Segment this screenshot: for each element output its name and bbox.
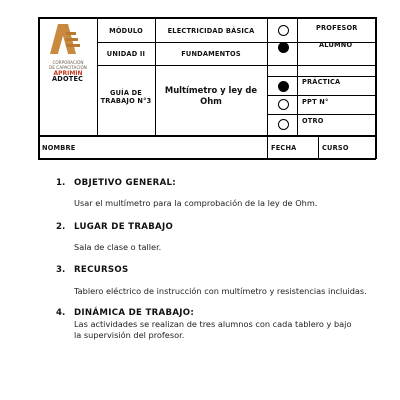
unidad-value: FUNDAMENTOS [181,50,241,58]
modulo-label: MÓDULO [109,27,143,35]
divider-v-3 [267,17,268,159]
section-4-title: DINÁMICA DE TRABAJO: [74,308,195,318]
corporation-logo-icon [46,22,90,56]
logo [46,22,90,77]
divider-v-bottom [318,135,319,159]
guia-label-line2: TRABAJO N°3 [100,97,152,105]
divider-h-right-5 [267,114,376,115]
unidad-label: UNIDAD II [106,50,146,58]
guia-label-line1: GUÍA DE [110,89,142,97]
section-4-body-line2: la supervisión del profesor. [74,330,185,340]
nombre-field[interactable] [100,137,265,157]
section-3-body: Tablero eléctrico de instrucción con multímetro y resistencias incluidas. [74,286,367,296]
divider-h-right-2 [267,65,376,66]
table-border-left [38,17,40,159]
role-profesor-radio[interactable] [278,25,289,36]
section-1-body: Usar el multímetro para la comprobación de la ley de Ohm. [74,198,318,208]
type-ppt-label: PPT N° [302,98,329,106]
logo-line2: DE CAPACITACIÓN [49,65,87,70]
section-4-body-line1: Las actividades se realizan de tres alumnos con cada tablero y bajo [74,319,352,329]
fecha-label: FECHA [271,144,297,152]
org-name: ADOTEC [52,75,84,83]
section-2-number: 2. [56,222,66,232]
type-practica-label: PRÁCTICA [302,78,341,86]
role-profesor-label: PROFESOR [316,24,358,32]
section-1-number: 1. [56,178,66,188]
role-alumno-radio[interactable] [278,42,289,53]
section-2-title: LUGAR DE TRABAJO [74,222,174,232]
table-border-bottom [38,158,376,160]
divider-h-2 [97,65,267,66]
modulo-value: ELECTRICIDAD BÁSICA [167,27,255,35]
divider-h-1 [97,42,267,43]
type-ppt-radio[interactable] [278,99,289,110]
logo-line1: CORPORACIÓN [52,60,84,65]
section-2-body: Sala de clase o taller. [74,242,162,252]
guide-title-line2: Ohm [200,96,222,106]
type-practica-radio[interactable] [278,81,289,92]
divider-h-right-3 [267,76,376,77]
table-border-top [38,17,376,19]
section-3-number: 3. [56,265,66,275]
table-border-right [375,17,377,159]
section-1-title: OBJETIVO GENERAL: [74,178,177,188]
section-3-title: RECURSOS [74,265,129,275]
section-4-number: 4. [56,308,66,318]
guide-title-line1: Multímetro y ley de [164,85,258,95]
type-otro-radio[interactable] [278,119,289,130]
nombre-label: NOMBRE [42,144,76,152]
role-alumno-label: ALUMNO [319,41,353,49]
divider-v-right-inner [297,17,298,136]
divider-h-right-4 [267,95,376,96]
curso-label: CURSO [322,144,349,152]
logo-brand: APRIMIN [53,70,83,77]
type-otro-label: OTRO [302,117,324,125]
